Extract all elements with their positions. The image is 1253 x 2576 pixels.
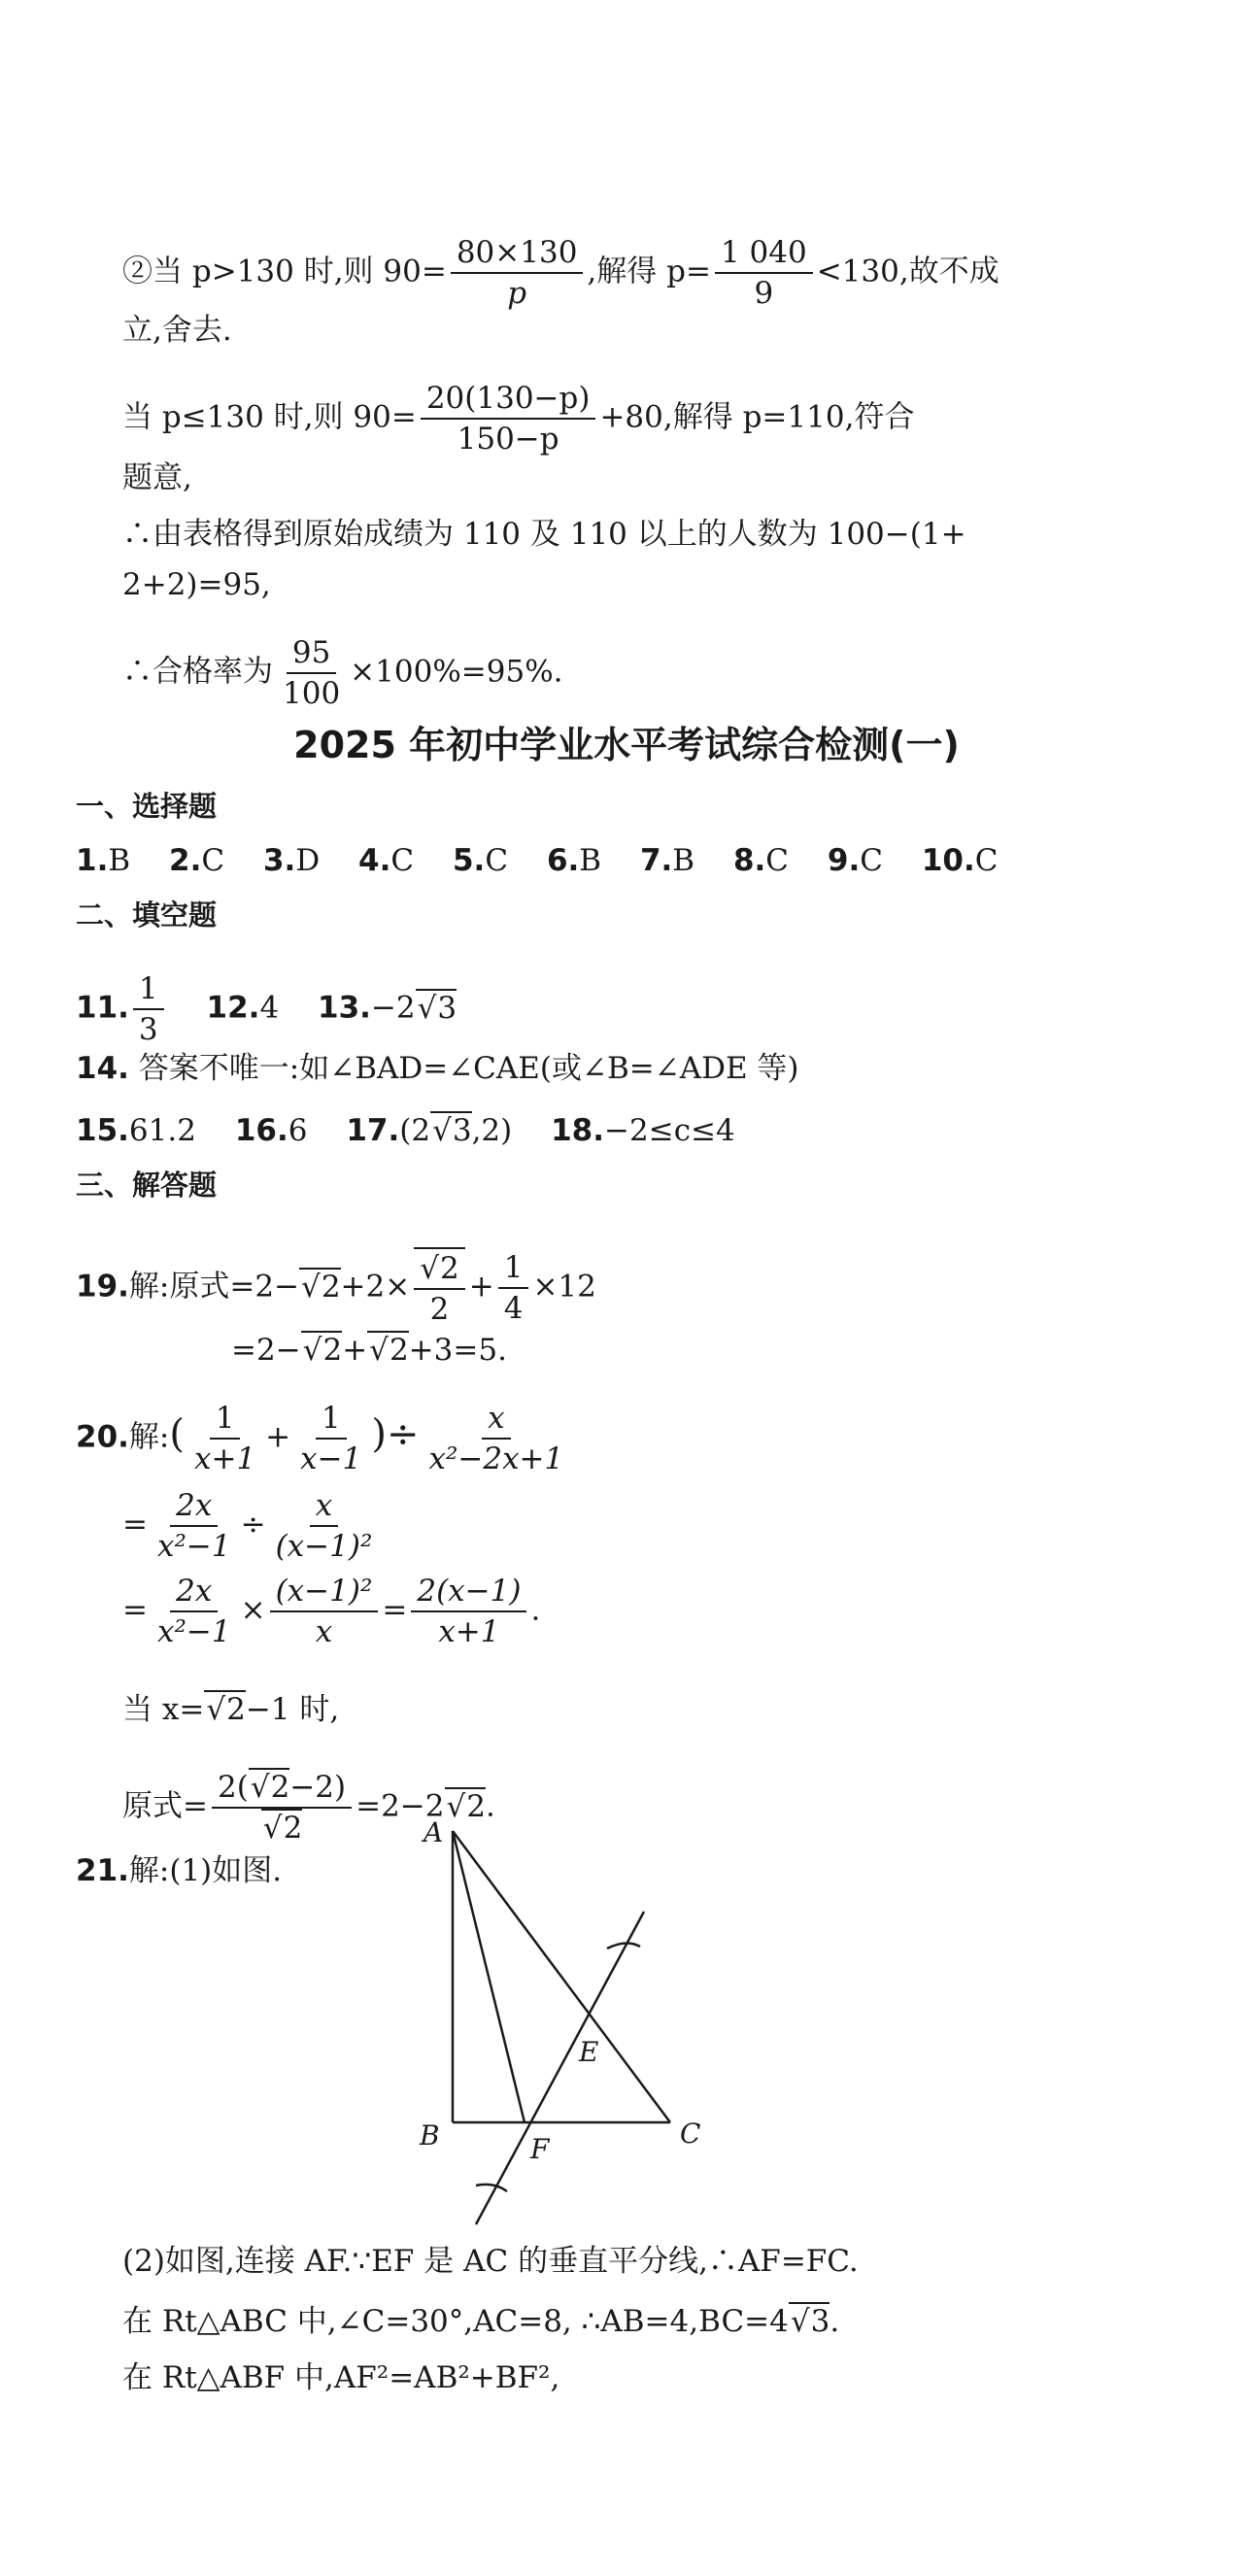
fraction: $\frac{\text{(x−1)²}}{x}$ [270, 1572, 379, 1651]
q20-line-3: = $\frac{2x}{\text{x²−1}}$ × $\frac{\text{(x−1)²}}{x}$ = $\frac{2(x-1)}{x+1}$ . [122, 1574, 541, 1649]
section-heading-solve: 三、解答题 [76, 1169, 218, 1202]
fraction: $\frac{2x}{\text{x²−1}}$ [156, 1574, 231, 1649]
fraction: $\frac{1}{x+1}$ [193, 1401, 256, 1476]
fraction: $\frac{95}{100}$ [283, 635, 341, 711]
fill-answers-11-13: 11. $\frac{1}{3}$ 12.4 13.−2√ 3 [76, 969, 457, 1049]
section-heading-choice: 一、选择题 [76, 790, 218, 823]
fill-answer-14: 14. 答案不唯一:如∠BAD=∠CAE(或∠B=∠ADE 等) [76, 1051, 799, 1086]
solution-line-4: 题意, [122, 460, 192, 495]
fraction: 2(√ 2−2) √ 2 [212, 1768, 352, 1847]
solution-line-2: 立,舍去. [122, 313, 232, 348]
segment-ac [453, 1831, 670, 2122]
fraction: $\frac{x}{\text{(x−1)²}}$ [275, 1488, 373, 1564]
label-e: E [579, 2036, 599, 2068]
fraction: $\frac{2x}{\text{x²−1}}$ [156, 1488, 231, 1564]
solution-line-5: ∴由表格得到原始成绩为 110 及 110 以上的人数为 100−(1+ [122, 517, 966, 552]
q20-line-5: 原式= 2(√ 2−2) √ 2 =2−2√ 2. [122, 1768, 495, 1847]
label-c: C [680, 2118, 701, 2150]
fill-answers-15-18: 15.61.2 16.6 17.(2√ 3,2) 18.−2≤c≤4 [76, 1109, 735, 1152]
solution-line-3: 当 p≤130 时,则 90= $\frac{20(130-p)}{150-p}$ +80,解得 p=110,符合 [122, 381, 915, 457]
fraction: $\frac{1 040}{9}$ [715, 233, 813, 313]
arc-mark-bottom [476, 2185, 507, 2191]
choice-answers: 1.B 2.C 3.D 4.C 5.C 6.B 7.B 8.C 9.C 10.C [76, 843, 999, 878]
fraction: $\frac{20(130-p)}{150-p}$ [421, 379, 596, 458]
text: ,解得 p= [587, 254, 711, 289]
fraction: $\frac{1}{3}$ [133, 969, 164, 1049]
fraction: $\frac{2(x-1)}{x+1}$ [411, 1572, 526, 1651]
q21-line-3: 在 Rt△ABC 中,∠C=30°,AC=8, ∴AB=4,BC=4√ 3. [122, 2300, 839, 2343]
text: <130,故不成 [816, 254, 999, 289]
label-f: F [530, 2133, 550, 2165]
q20-line-4: 当 x=√ 2−1 时, [122, 1688, 339, 1731]
perpendicular-bisector [476, 1912, 644, 2224]
q21-line-1: 21.解:(1)如图. [76, 1853, 283, 1888]
fraction: $\frac{x}{\text{x²−2x+1}}$ [428, 1401, 564, 1476]
solution-line-7: ∴合格率为 $\frac{95}{100}$ ×100%=95%. [122, 635, 563, 711]
fraction: $\frac{1}{4}$ [498, 1248, 529, 1328]
solution-line-6: 2+2)=95, [122, 567, 271, 602]
text: ②当 p>130 时,则 90= [122, 254, 447, 289]
q20-line-2: = $\frac{2x}{\text{x²−1}}$ ÷ $\frac{x}{\text{(x−1)²}}$ [122, 1486, 382, 1566]
fraction: $\frac{80\times 130}{p}$ [451, 233, 584, 313]
label-b: B [420, 2119, 440, 2152]
section-heading-fill: 二、填空题 [76, 898, 218, 932]
q19-line-1: 19.解:原式=2−√ 2+2× √ $\frac{2}{2}$ + $\frac{1}{4}$ ×12 [76, 1247, 596, 1329]
q20-line-1: 20.解:( $\frac{1}{x+1}$ + $\frac{1}{x-1}$ )÷ $\frac{x}{\text{x²−2x+1}}$ [76, 1399, 573, 1478]
q19-line-2: =2−√ 2+√ 2+3=5. [231, 1329, 507, 1372]
label-a: A [423, 1816, 444, 1848]
segment-af [453, 1831, 525, 2122]
page-title: 2025 年初中学业水平考试综合检测(一) [293, 724, 960, 766]
fraction: √ $\frac{2}{2}$ [414, 1247, 465, 1329]
fraction: $\frac{1}{x-1}$ [300, 1401, 362, 1476]
q21-line-4: 在 Rt△ABF 中,AF²=AB²+BF², [122, 2360, 560, 2395]
q21-line-2: (2)如图,连接 AF.∵EF 是 AC 的垂直平分线,∴AF=FC. [122, 2244, 859, 2279]
